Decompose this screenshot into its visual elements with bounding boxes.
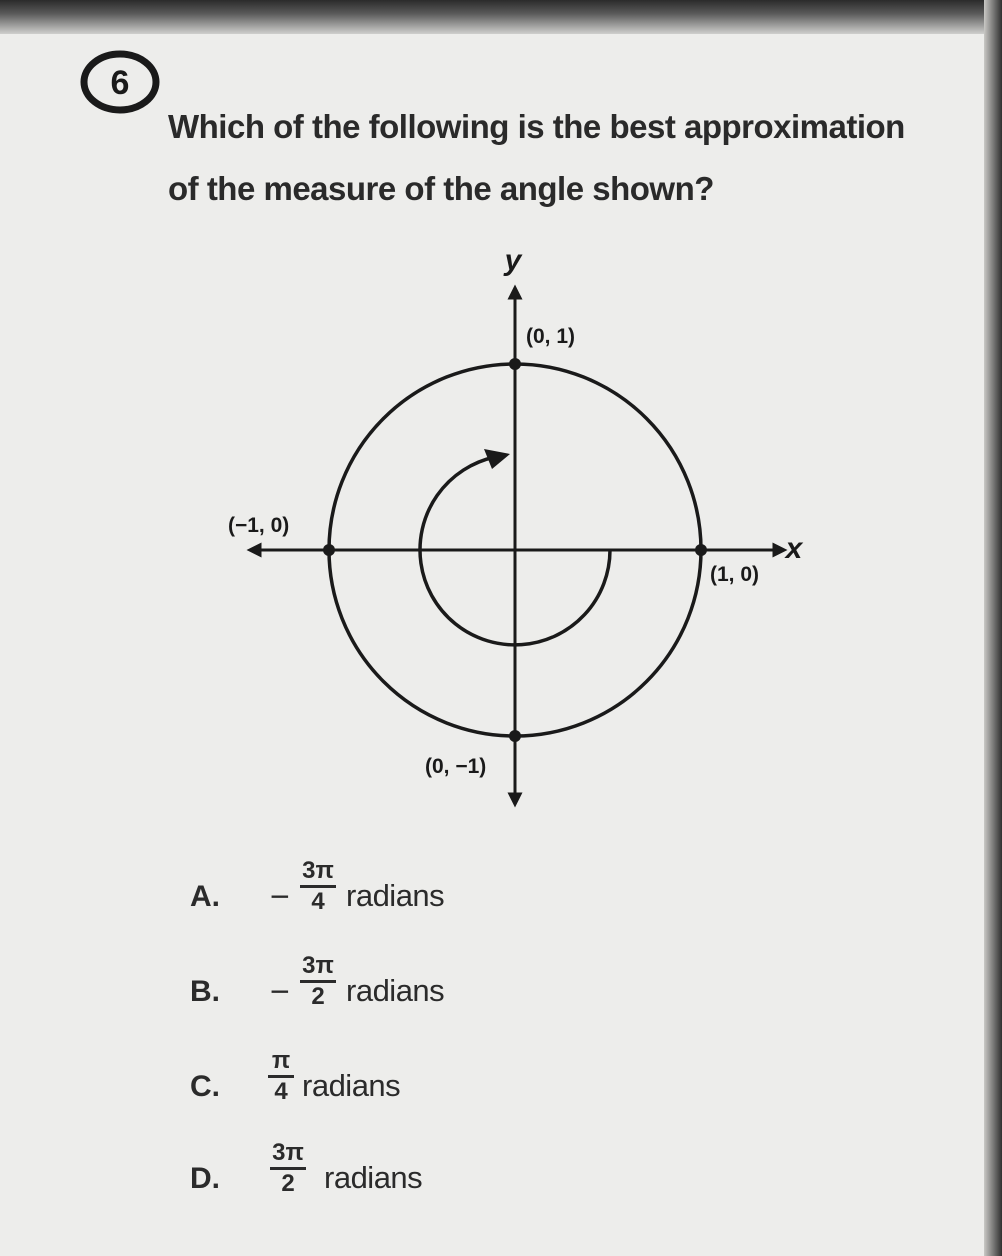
choice-b-letter: B. bbox=[190, 975, 220, 1008]
question-line-2: of the measure of the angle shown? bbox=[168, 170, 714, 207]
choice-b[interactable] bbox=[190, 953, 590, 1023]
question-line-1: Which of the following is the best approximation bbox=[168, 108, 905, 145]
page-top-edge bbox=[0, 0, 1002, 34]
choice-c-fraction bbox=[264, 1048, 298, 1105]
choice-d[interactable] bbox=[190, 1140, 590, 1210]
choice-a[interactable] bbox=[190, 858, 590, 928]
choice-a-letter: A. bbox=[190, 880, 220, 913]
choice-d-fraction bbox=[266, 1140, 310, 1197]
choice-c-numerator: π bbox=[271, 1047, 291, 1074]
choice-b-fraction bbox=[296, 953, 340, 1010]
unit-circle-diagram bbox=[220, 240, 820, 820]
choice-c[interactable] bbox=[190, 1048, 590, 1118]
point-left-label: (−1, 0) bbox=[228, 514, 290, 537]
point-left bbox=[323, 544, 335, 556]
page-right-edge bbox=[984, 0, 1002, 1256]
choice-b-denominator: 2 bbox=[311, 983, 325, 1010]
point-right-label: (1, 0) bbox=[710, 563, 760, 586]
choice-a-unit: radians bbox=[346, 878, 445, 913]
problem-number bbox=[78, 44, 164, 120]
choice-b-unit: radians bbox=[346, 973, 445, 1008]
point-bottom bbox=[509, 730, 521, 742]
choice-a-denominator: 4 bbox=[311, 888, 325, 915]
question-text bbox=[168, 96, 978, 220]
choice-c-letter: C. bbox=[190, 1070, 220, 1103]
choice-b-sign: − bbox=[270, 973, 290, 1011]
problem-number-text: 6 bbox=[110, 64, 130, 102]
choice-d-unit: radians bbox=[324, 1160, 423, 1195]
point-top bbox=[509, 358, 521, 370]
y-axis-label: y bbox=[504, 244, 522, 277]
x-axis-label: x bbox=[785, 532, 803, 565]
choice-a-sign: − bbox=[270, 878, 290, 916]
point-right bbox=[695, 544, 707, 556]
choice-d-numerator: 3π bbox=[272, 1139, 304, 1166]
choice-d-denominator: 2 bbox=[281, 1170, 295, 1197]
choice-c-unit: radians bbox=[302, 1068, 401, 1103]
choice-a-numerator: 3π bbox=[302, 857, 334, 884]
choice-b-numerator: 3π bbox=[302, 952, 334, 979]
choice-a-fraction bbox=[296, 858, 340, 915]
point-bottom-label: (0, −1) bbox=[425, 755, 487, 778]
choice-c-denominator: 4 bbox=[274, 1078, 288, 1105]
choice-d-letter: D. bbox=[190, 1162, 220, 1195]
point-top-label: (0, 1) bbox=[526, 325, 576, 348]
